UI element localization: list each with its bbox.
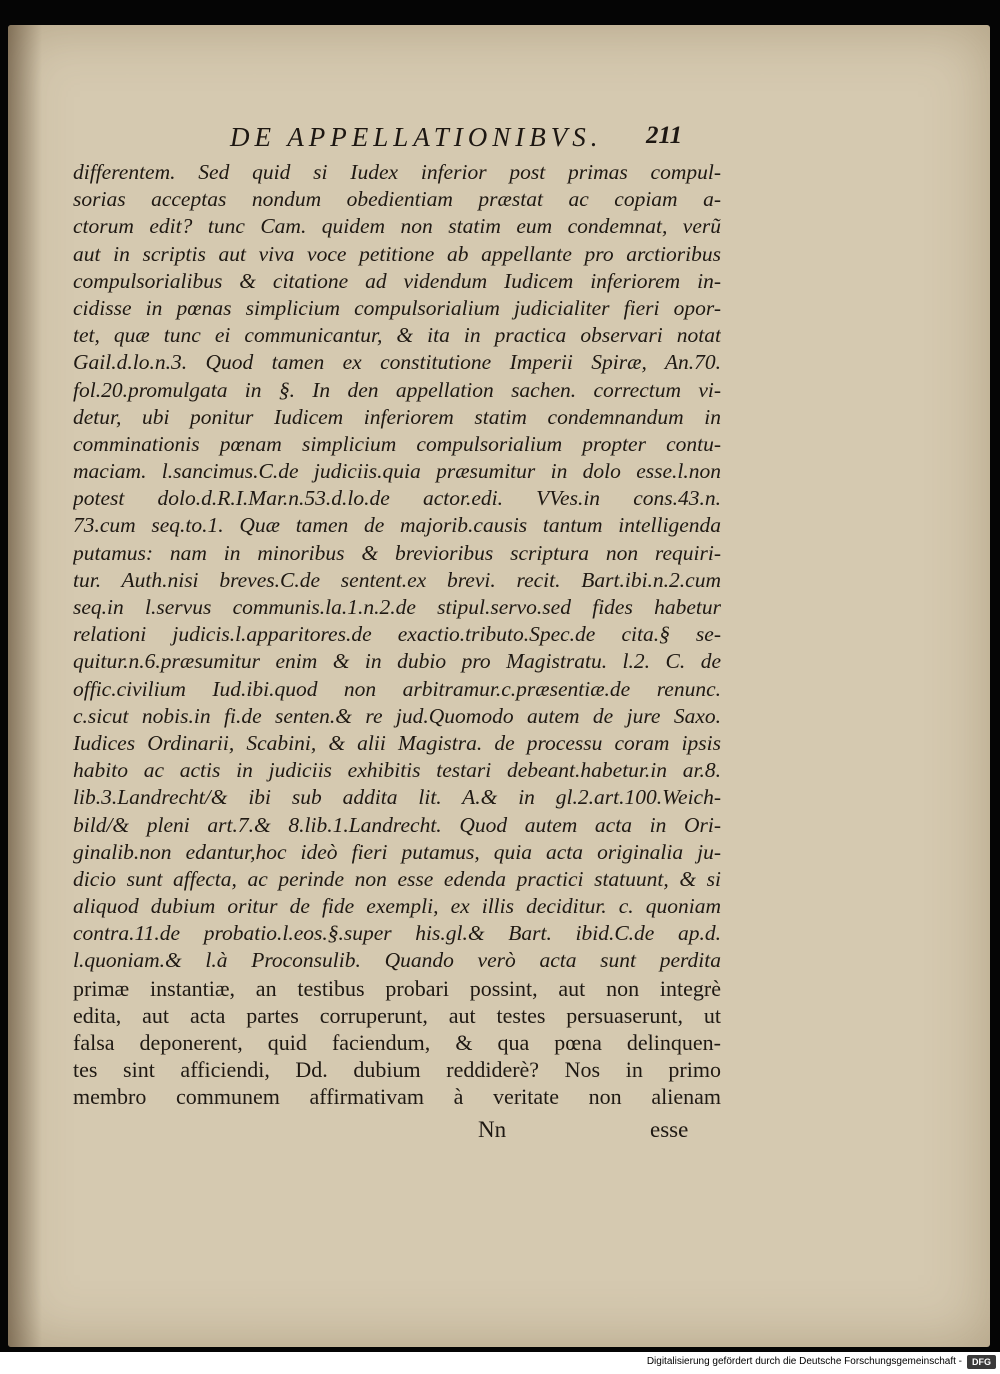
text-line: 73.cum seq.to.1. Quæ tamen de majorib.causis tantum intelligenda [73, 513, 721, 538]
text-line: Iudices Ordinarii, Scabini, & alii Magistra. de processu coram ipsis [73, 730, 721, 755]
text-line: cidisse in pœnas simplicium compulsorialium judicialiter fieri opor- [73, 295, 721, 320]
text-line: membro communem affirmativam à veritate non alienam [73, 1084, 721, 1110]
text-line: Gail.d.lo.n.3. Quod tamen ex constitutione Imperii Spiræ, An.70. [73, 350, 721, 375]
text-line: contra.11.de probatio.l.eos.§.super his.gl.& Bart. ibid.C.de ap.d. [73, 921, 721, 946]
text-line: detur, ubi ponitur Iudicem inferiorem statim condemnandum in [73, 404, 721, 429]
dfg-logo: DFG [967, 1355, 996, 1369]
catchword: esse [650, 1117, 689, 1142]
text-line: aliquod dubium oritur de fide exempli, ex illis deciditur. c. quoniam [73, 894, 721, 919]
body-text [73, 159, 721, 1111]
digitization-footer [0, 1352, 1000, 1374]
text-line: maciam. l.sancimus.C.de judiciis.quia præsumitur in dolo esse.l.non [73, 459, 721, 484]
page-header [230, 122, 714, 162]
text-line: tet, quæ tunc ei communicantur, & ita in practica observari notat [73, 323, 721, 348]
text-line: dicio sunt affecta, ac perinde non esse edenda practici statuunt, & si [73, 866, 721, 891]
page-gutter-shadow [8, 25, 42, 1347]
text-line: falsa deponerent, quid faciendum, & qua pœna delinquen- [73, 1030, 721, 1055]
text-line: primæ instantiæ, an testibus probari possint, aut non integrè [73, 975, 721, 1001]
text-line: edita, aut acta partes corruperunt, aut testes persuaserunt, ut [73, 1002, 721, 1028]
text-line: sorias acceptas nondum obedientiam præstat ac copiam a- [73, 187, 721, 212]
text-line: lib.3.Landrecht/& ibi sub addita lit. A.& in gl.2.art.100.Weich- [73, 785, 721, 810]
text-line: fol.20.promulgata in §. In den appellation sachen. correctum vi- [73, 377, 721, 402]
text-line: aut in scriptis aut viva voce petitione ab appellante pro arctioribus [73, 241, 721, 266]
text-line: tes sint afficiendi, Dd. dubium reddiderè? Nos in primo [73, 1057, 721, 1083]
text-line: compulsorialibus & citatione ad videndum Iudicem inferiorem in- [73, 268, 721, 293]
text-line: quitur.n.6.præsumitur enim & in dubio pro Magistratu. l.2. C. de [73, 649, 721, 674]
text-line: seq.in l.servus communis.la.1.n.2.de stipul.servo.sed fides habetur [73, 595, 721, 619]
text-line: potest dolo.d.R.I.Mar.n.53.d.lo.de actor.edi. VVes.in cons.43.n. [73, 486, 721, 511]
text-line: offic.civilium Iud.ibi.quod non arbitramur.c.præsentiæ.de renunc. [73, 676, 721, 701]
page-foot-marks [0, 1117, 1000, 1147]
text-line: c.sicut nobis.in fi.de senten.& re jud.Quomodo autem de jure Saxo. [73, 703, 721, 728]
text-line: differentem. Sed quid si Iudex inferior post primas compul- [73, 160, 721, 184]
text-line: l.quoniam.& l.à Proconsulib. Quando verò acta sunt perdita [73, 948, 721, 973]
text-line: ginalib.non edantur,hoc ideò fieri putamus, quia acta originalia ju- [73, 839, 721, 864]
funding-credit: Digitalisierung gefördert durch die Deutsche Forschungsgemeinschaft - [646, 1356, 962, 1367]
text-line: habito ac actis in judiciis exhibitis testari debeant.habetur.in ar.8. [73, 758, 721, 783]
text-line: comminationis pœnam simplicium compulsorialium propter contu- [73, 431, 721, 456]
text-line: ctorum edit? tunc Cam. quidem non statim eum condemnat, verũ [73, 214, 721, 239]
page-number: 211 [646, 122, 683, 149]
running-head: DE APPELLATIONIBVS. [230, 122, 603, 152]
signature-mark: Nn [478, 1117, 507, 1142]
text-line: bild/& pleni art.7.& 8.lib.1.Landrecht. Quod autem acta in Ori- [73, 812, 721, 837]
text-line: putamus: nam in minoribus & brevioribus scriptura non requiri- [73, 540, 721, 565]
text-line: tur. Auth.nisi breves.C.de sentent.ex brevi. recit. Bart.ibi.n.2.cum [73, 567, 721, 592]
text-line: relationi judicis.l.apparitores.de exactio.tributo.Spec.de cita.§ se- [73, 622, 721, 647]
